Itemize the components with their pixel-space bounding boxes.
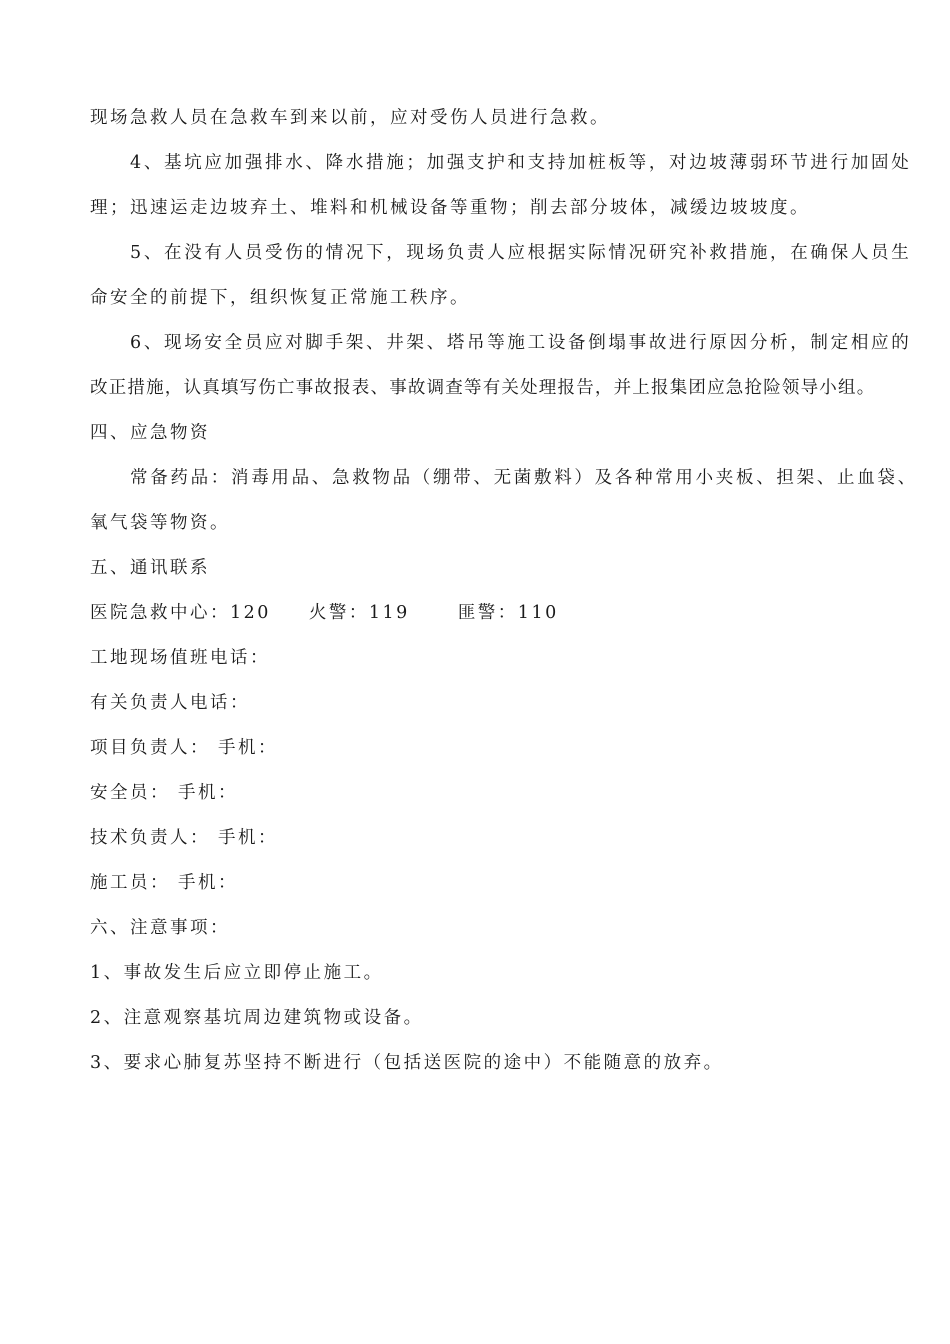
contact-line-tech-lead: 技术负责人： 手机： <box>90 828 279 848</box>
note-item: 1、事故发生后应立即停止施工。 <box>90 963 384 983</box>
contact-line-site-duty: 工地现场值班电话： <box>90 648 270 668</box>
contact-line-project-lead: 项目负责人： 手机： <box>90 738 279 758</box>
paragraph-line: 改正措施，认真填写伤亡事故报表、事故调查等有关处理报告，并上报集团应急抢险领导小组。 <box>90 378 876 398</box>
supplies-paragraph: 常备药品：消毒用品、急救物品（绷带、无菌敷料）及各种常用小夹板、担架、止血袋、 <box>130 468 918 488</box>
note-item: 2、注意观察基坑周边建筑物或设备。 <box>90 1008 424 1028</box>
emergency-numbers <box>90 601 870 625</box>
paragraph-line: 命安全的前提下，组织恢复正常施工秩序。 <box>90 288 470 308</box>
section-heading-contact: 五、通讯联系 <box>90 558 210 578</box>
paragraph-item-4: 4、基坑应加强排水、降水措施；加强支护和支持加桩板等，对边坡薄弱环节进行加固处 <box>130 153 912 173</box>
hospital-number: 医院急救中心：120 <box>90 603 271 623</box>
paragraph-item-5: 5、在没有人员受伤的情况下，现场负责人应根据实际情况研究补救措施，在确保人员生 <box>130 243 912 263</box>
paragraph-item-6: 6、现场安全员应对脚手架、井架、塔吊等施工设备倒塌事故进行原因分析，制定相应的 <box>130 333 912 353</box>
fire-number: 火警：119 <box>308 603 410 623</box>
note-item: 3、要求心肺复苏坚持不断进行（包括送医院的途中）不能随意的放弃。 <box>90 1053 724 1073</box>
section-heading-notes: 六、注意事项： <box>90 918 230 938</box>
paragraph-line: 现场急救人员在急救车到来以前，应对受伤人员进行急救。 <box>90 108 610 128</box>
contact-line-constructor: 施工员： 手机： <box>90 873 239 893</box>
section-heading-supplies: 四、应急物资 <box>90 423 210 443</box>
contact-line-responsible: 有关负责人电话： <box>90 693 250 713</box>
police-number: 匪警：110 <box>457 603 559 623</box>
paragraph-line: 理；迅速运走边坡弃土、堆料和机械设备等重物；削去部分坡体，减缓边坡坡度。 <box>90 198 810 218</box>
paragraph-line: 氧气袋等物资。 <box>90 513 230 533</box>
contact-line-safety-officer: 安全员： 手机： <box>90 783 239 803</box>
